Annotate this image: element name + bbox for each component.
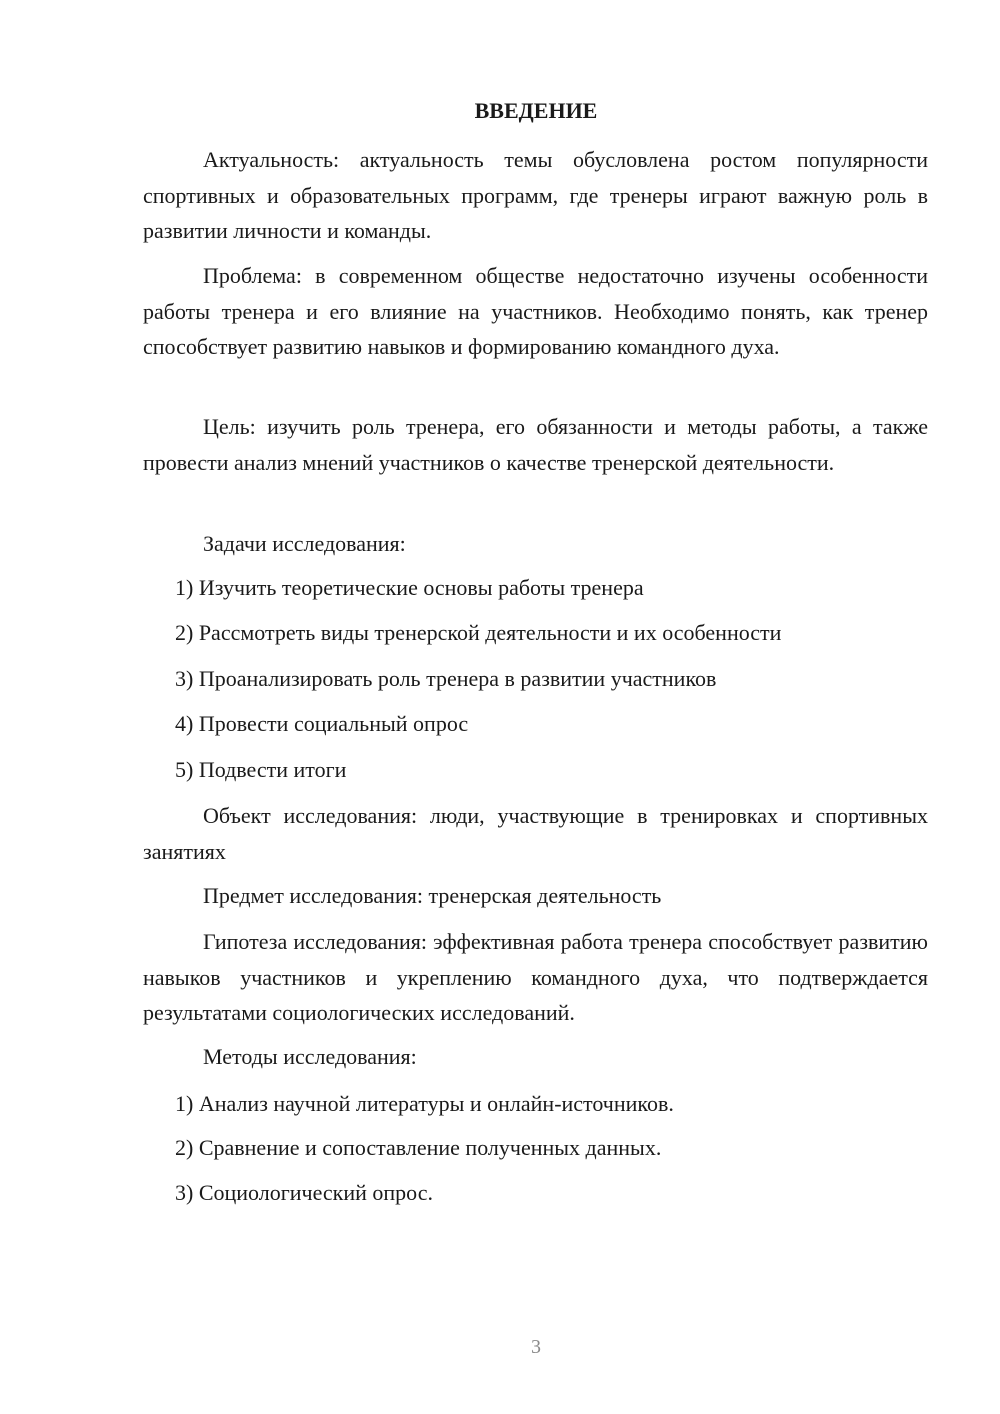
problem-paragraph: Проблема: в современном обществе недостаточно изучены особенности работы тренера и его влияние на участников. Необходимо понять, как тренер способствует развитию навыков и формированию командного духа. [143, 263, 928, 359]
method-item: 3) Социологический опрос. [175, 1180, 433, 1205]
relevance-paragraph: Актуальность: актуальность темы обусловлена ростом популярности спортивных и образовательных программ, где тренеры играют важную роль в развитии личности и команды. [143, 147, 928, 243]
goal-paragraph: Цель: изучить роль тренера, его обязанности и методы работы, а также провести анализ мнений участников о качестве тренерской деятельности. [143, 414, 928, 475]
subject-paragraph: Предмет исследования: тренерская деятельность [203, 883, 662, 908]
methods-title: Методы исследования: [203, 1044, 417, 1069]
task-item: 3) Проанализировать роль тренера в развитии участников [175, 666, 717, 691]
method-item: 1) Анализ научной литературы и онлайн-источников. [175, 1091, 674, 1116]
task-item: 4) Провести социальный опрос [175, 711, 469, 736]
page-number: 3 [531, 1336, 541, 1358]
task-item: 1) Изучить теоретические основы работы тренера [175, 575, 644, 600]
method-item: 2) Сравнение и сопоставление полученных данных. [175, 1135, 662, 1160]
task-item: 2) Рассмотреть виды тренерской деятельности и их особенности [175, 620, 782, 645]
object-paragraph: Объект исследования: люди, участвующие в тренировках и спортивных занятиях [143, 803, 928, 864]
hypothesis-paragraph: Гипотеза исследования: эффективная работа тренера способствует развитию навыков участников и укреплению командного духа, что подтверждается результатами социологических исследований. [143, 929, 928, 1025]
tasks-title: Задачи исследования: [203, 531, 406, 556]
section-heading: ВВЕДЕНИЕ [474, 98, 598, 123]
task-item: 5) Подвести итоги [175, 757, 347, 782]
